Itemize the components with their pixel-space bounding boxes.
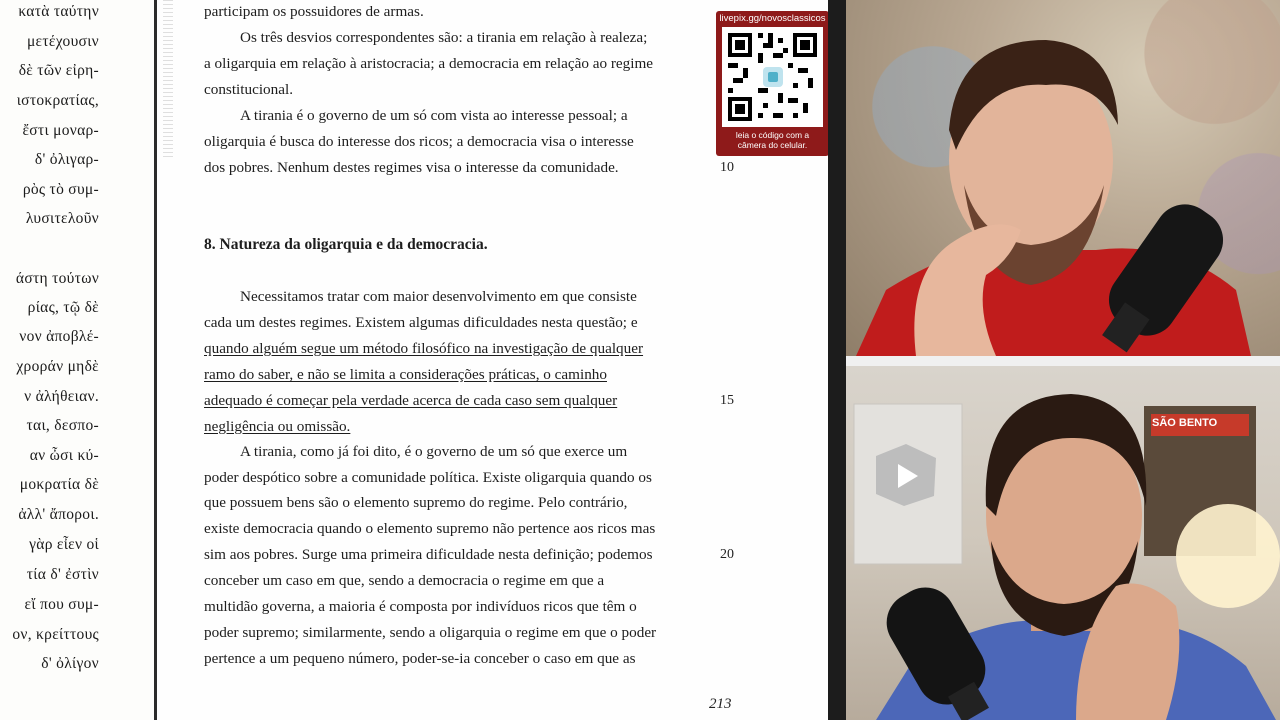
text-line: Necessitamos tratar com maior desenvolvimento em que consiste bbox=[240, 288, 637, 305]
webcam-separator bbox=[846, 356, 1280, 366]
line-number: 20 bbox=[720, 547, 734, 562]
greek-line: κατὰ ταύτην bbox=[18, 3, 99, 20]
section-heading: 8. Natureza da oligarquia e da democracia. bbox=[204, 236, 488, 253]
page-number: 213 bbox=[709, 696, 732, 712]
text-line: sim aos pobres. Surge uma primeira dificuldade nesta definição; podemos bbox=[204, 546, 653, 563]
greek-line: δὲ τῶν εἰρη- bbox=[18, 62, 99, 79]
donation-url[interactable]: livepix.gg/novosclassicos bbox=[719, 13, 826, 24]
greek-line: γὰρ εἶεν οἱ bbox=[29, 536, 99, 553]
poster-text: SÃO BENTO bbox=[1152, 417, 1218, 429]
qr-donation-badge[interactable] bbox=[716, 11, 829, 156]
greek-line: ρὸς τὸ συμ- bbox=[22, 181, 99, 198]
greek-line: μοκρατία δὲ bbox=[19, 476, 99, 493]
text-line: a oligarquia em relação à aristocracia; a democracia em relação ao regime bbox=[204, 55, 654, 72]
text-line: existe democracia quando o elemento supremo não pertence aos ricos mas bbox=[204, 520, 656, 537]
text-line: constitucional. bbox=[204, 81, 293, 98]
underlined-text-line: adequado é começar pela verdade acerca de cada caso sem qualquer bbox=[204, 392, 618, 409]
text-line: poder despótico sobre a comunidade política. Existe oligarquia quando os bbox=[204, 469, 652, 486]
greek-line: αν ὦσι κύ- bbox=[29, 447, 99, 464]
text-line: que possuem bens são o elemento supremo do regime. Pelo contrário, bbox=[204, 494, 628, 511]
greek-line: νον ἀποβλέ- bbox=[19, 328, 99, 345]
qr-caption-line: leia o código com a bbox=[735, 130, 810, 140]
webcam-feed-top bbox=[846, 0, 1280, 356]
line-number: 10 bbox=[720, 160, 734, 175]
greek-line: τία δ' ἐστὶν bbox=[26, 566, 99, 583]
text-line: A tirania, como já foi dito, é o governo de um só que exerce um bbox=[240, 443, 628, 460]
text-line: participam os possuidores de armas. bbox=[204, 3, 424, 20]
text-line: pertence a um pequeno número, poder-se-ia conceber o caso em que as bbox=[204, 650, 636, 667]
greek-line: ον, κρείττους bbox=[12, 626, 99, 643]
text-line: dos pobres. Nenhum destes regimes visa o interesse da comunidade. bbox=[204, 159, 619, 176]
greek-text-page bbox=[0, 0, 157, 720]
greek-line: χροράν μηδὲ bbox=[16, 358, 99, 375]
qr-caption bbox=[716, 130, 829, 150]
greek-line: άστη τούτων bbox=[15, 270, 99, 287]
text-line: cada um destes regimes. Existem algumas dificuldades nesta questão; e bbox=[204, 314, 638, 331]
qr-code-icon bbox=[722, 27, 823, 127]
underlined-text-line: ramo do saber, e não se limita a considerações práticas, o caminho bbox=[204, 366, 607, 383]
greek-line: ται, δεσπο- bbox=[26, 417, 99, 434]
webcam-feed-bottom bbox=[846, 366, 1280, 720]
scan-speckle bbox=[163, 0, 173, 160]
text-line: multidão governa, a maioria é composta por indivíduos ricos que têm o bbox=[204, 598, 637, 615]
greek-line: δ' ὀλιγαρ- bbox=[34, 151, 99, 168]
text-line: conceber um caso em que, sendo a democracia o regime em que a bbox=[204, 572, 605, 589]
greek-line: μετέχουσιν bbox=[26, 33, 99, 50]
greek-line: εἴ που συμ- bbox=[24, 596, 99, 613]
greek-line: δ' ὀλίγον bbox=[41, 655, 99, 672]
panel-divider bbox=[828, 0, 846, 720]
greek-line: ἔστι μοναρ- bbox=[22, 122, 99, 139]
greek-line: ιστοκρατίας, bbox=[16, 92, 99, 109]
greek-line: ν ἀλήθειαν. bbox=[24, 388, 99, 405]
line-number: 15 bbox=[720, 393, 734, 408]
greek-line: λυσιτελοῦν bbox=[25, 210, 99, 227]
host-one-figure bbox=[846, 0, 1280, 356]
greek-line: ἀλλ' ἄποροι. bbox=[18, 506, 99, 523]
text-line: A tirania é o governo de um só com vista ao interesse pessoal; a bbox=[240, 107, 628, 124]
underlined-text-line: negligência ou omissão. bbox=[204, 418, 351, 435]
text-line: oligarquia é busca do interesse dos ricos; a democracia visa o interesse bbox=[204, 133, 634, 150]
greek-line: ρίας, τῷ δὲ bbox=[27, 299, 99, 316]
text-line: poder supremo; similarmente, sendo a oligarquia o regime em que o poder bbox=[204, 624, 657, 641]
underlined-text-line: quando alguém segue um método filosófico na investigação de qualquer bbox=[204, 340, 644, 357]
text-line: Os três desvios correspondentes são: a tirania em relação à realeza; bbox=[240, 29, 648, 46]
qr-caption-line: câmera do celular. bbox=[737, 140, 808, 150]
